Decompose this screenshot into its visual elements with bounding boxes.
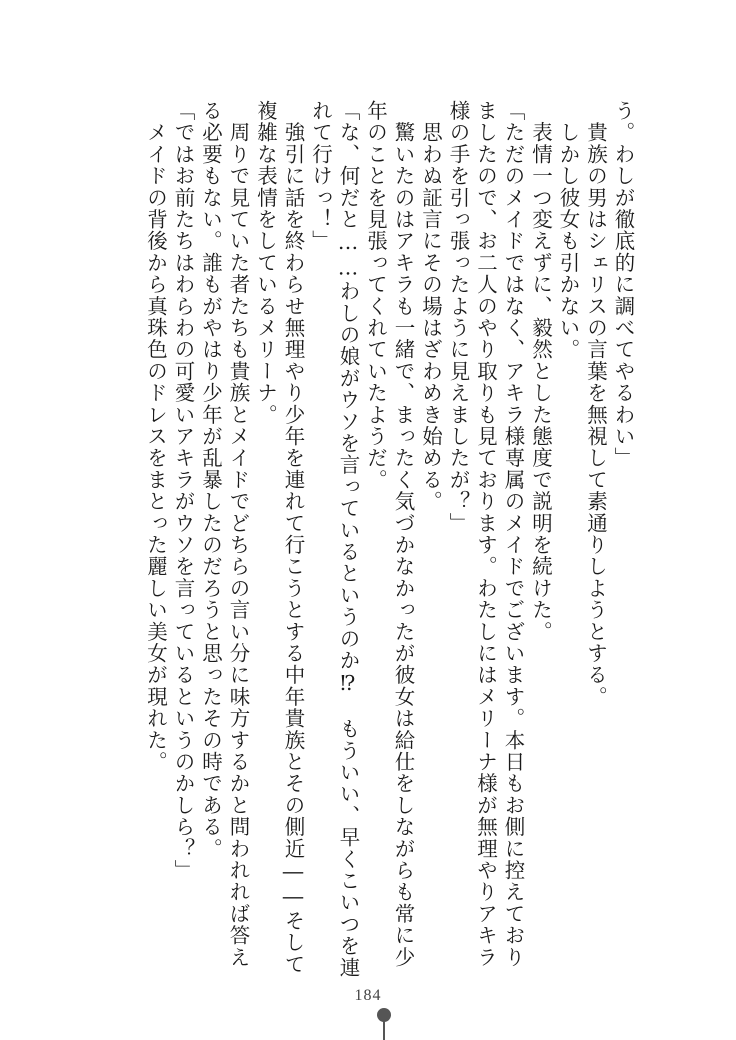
text-line: 周りで見ていた者たちも貴族とメイドでどちらの言い分に味方するかと問われれば答え — [226, 100, 250, 968]
text-line: 「ただのメイドではなく、アキラ様専属のメイドでございます。本日もお側に控えており — [501, 100, 525, 968]
text-line: れて行けっ！」 — [308, 100, 333, 252]
text-line: メイドの背後から真珠色のドレスをまとった麗しい美女が現れた。 — [143, 100, 168, 773]
ornament-stem — [383, 1018, 385, 1040]
text-line: 「ではお前たちはわらわの可愛いアキラがウソを言っているというのかしら？」 — [171, 100, 195, 882]
text-line: 驚いたのはアキラも一緒で、まったく気づかなかったが彼女は給仕をしながらも常に少 — [391, 100, 415, 968]
text-line: 複雑な表情をしているメリーナ。 — [253, 100, 278, 426]
text-line: ましたので、お二人のやり取りも見ております。わたしにはメリーナ様が無理やりアキラ — [473, 100, 498, 968]
text-line: る必要もない。誰もがやはり少年が乱暴したのだろうと思ったその時である。 — [198, 100, 223, 860]
text-line: しかし彼女も引かない。 — [556, 100, 580, 361]
body-text — [91, 100, 636, 979]
text-line: 表情一つ変えずに、毅然とした態度で説明を続けた。 — [528, 100, 553, 643]
text-line: 様の手を引っ張ったように見えましたが？」 — [446, 100, 470, 534]
text-line: 貴族の男はシェリスの言葉を無視して素通りしようとする。 — [583, 100, 608, 708]
text-line: う。わしが徹底的に調べてやるわい」 — [611, 100, 635, 469]
text-line: 「な、何だと……わしの娘がウソを言っているというのか⁉ もういい、早くこいつを連 — [336, 100, 360, 979]
text-line: 強引に話を終わらせ無理やり少年を連れて行こうとする中年貴族とその側近――そして — [281, 100, 305, 975]
text-line: 思わぬ証言にその場はざわめき始める。 — [418, 100, 443, 513]
page-number: 184 — [354, 987, 382, 1004]
text-line: 年のことを見張ってくれていたようだ。 — [363, 100, 388, 491]
page-ornament — [377, 1008, 391, 1038]
